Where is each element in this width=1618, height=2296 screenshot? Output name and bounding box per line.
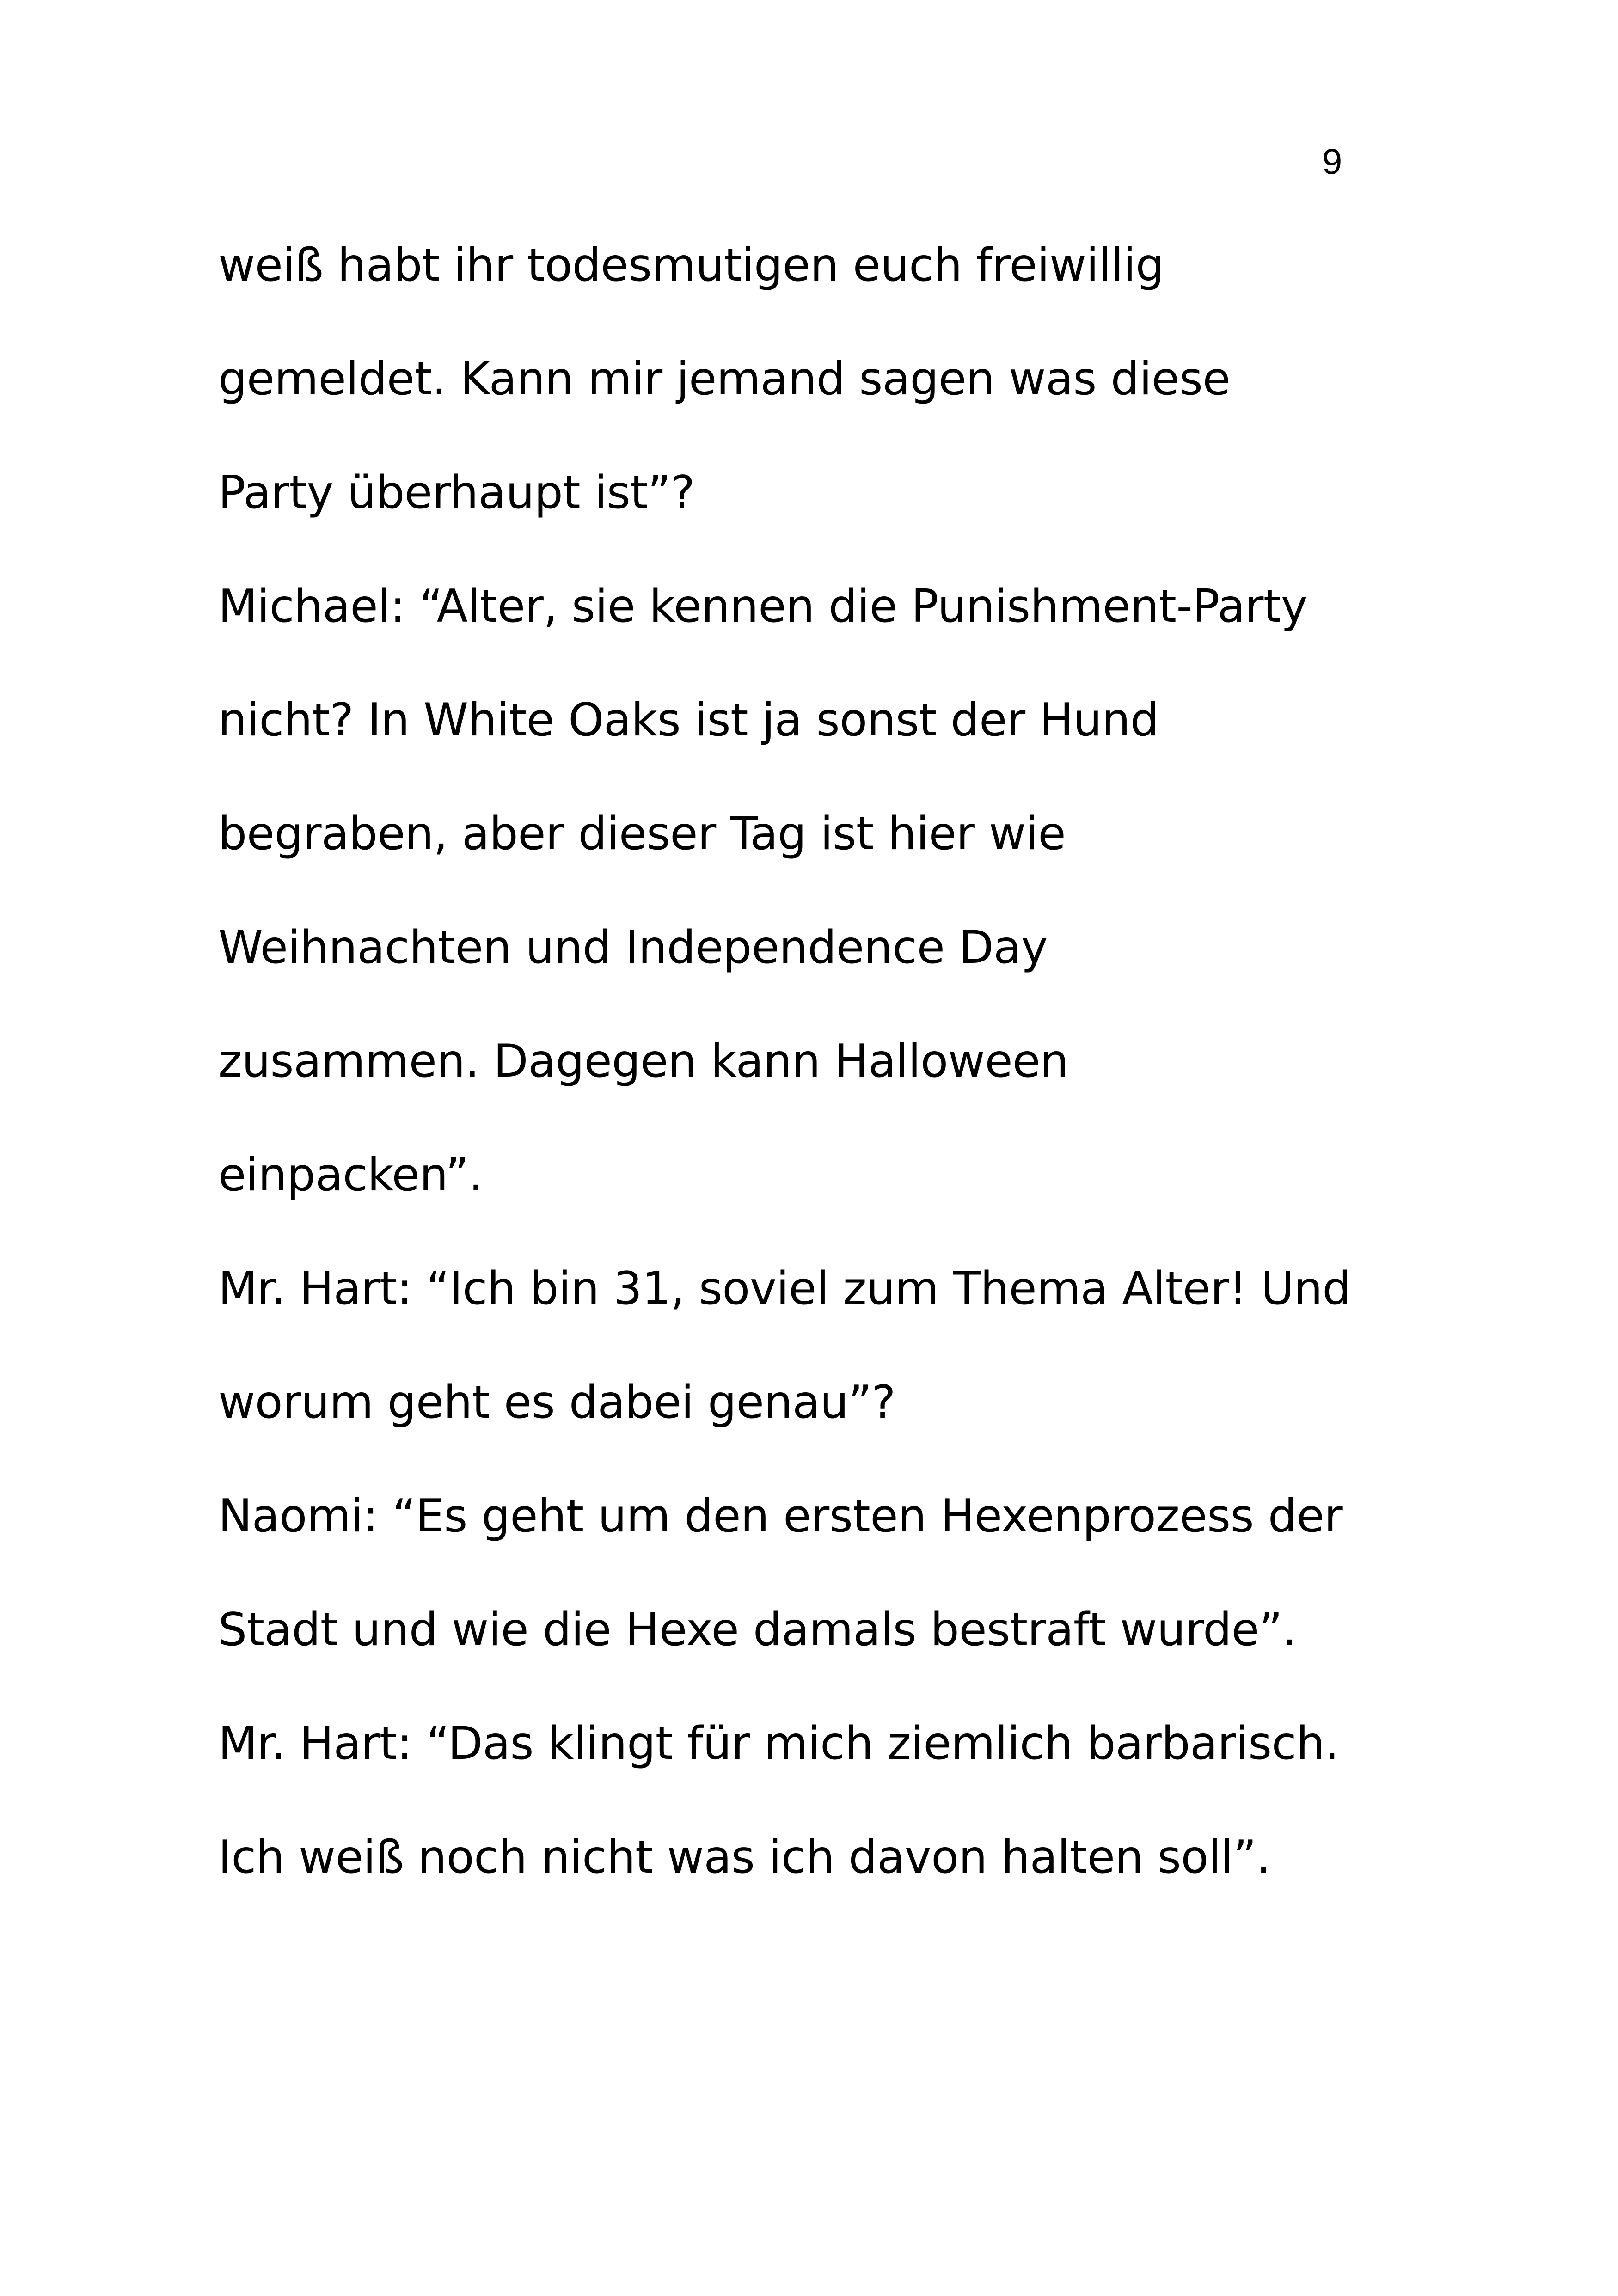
text-line: Weihnachten und Independence Day <box>218 921 1048 974</box>
text-line: begraben, aber dieser Tag ist hier wie <box>218 808 1066 860</box>
page-number: 9 <box>1322 141 1342 182</box>
text-line: Party überhaupt ist”? <box>218 466 695 519</box>
text-line: Ich weiß noch nicht was ich davon halten soll”. <box>218 1831 1271 1884</box>
text-line: Stadt und wie die Hexe damals bestraft wurde”. <box>218 1604 1297 1656</box>
text-line: zusammen. Dagegen kann Halloween <box>218 1035 1069 1088</box>
text-line: Michael: “Alter, sie kennen die Punishment-Party <box>218 580 1308 633</box>
text-line: weiß habt ihr todesmutigen euch freiwillig <box>218 239 1164 292</box>
text-line: nicht? In White Oaks ist ja sonst der Hund <box>218 694 1159 747</box>
text-line: Mr. Hart: “Das klingt für mich ziemlich barbarisch. <box>218 1717 1339 1770</box>
text-line: worum geht es dabei genau”? <box>218 1376 896 1429</box>
text-line: Mr. Hart: “Ich bin 31, soviel zum Thema Alter! Und <box>218 1262 1351 1315</box>
text-line: Naomi: “Es geht um den ersten Hexenprozess der <box>218 1490 1343 1543</box>
text-line: gemeldet. Kann mir jemand sagen was diese <box>218 353 1231 405</box>
text-line: einpacken”. <box>218 1149 483 1201</box>
body-text <box>218 239 1420 1948</box>
